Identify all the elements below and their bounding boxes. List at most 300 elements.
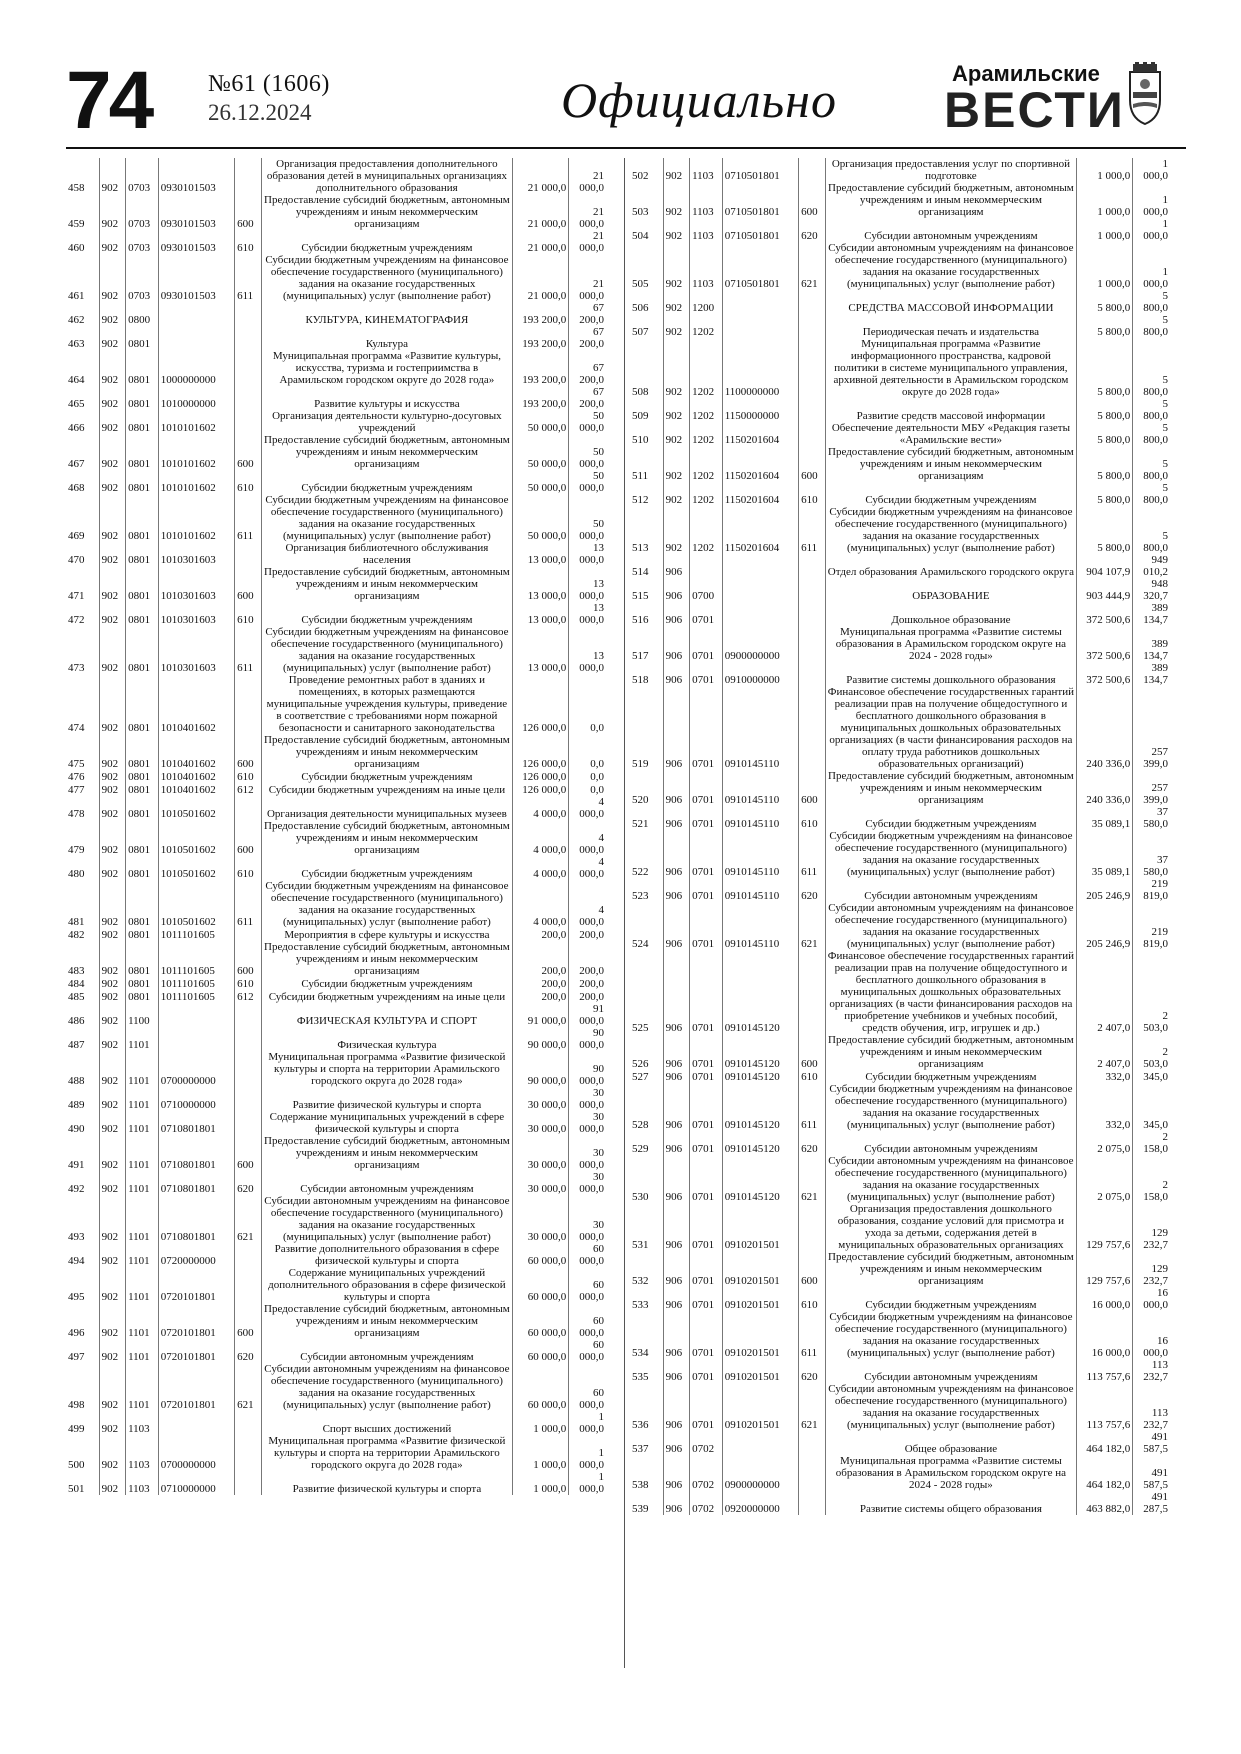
value-2025: 200,0 (513, 941, 569, 977)
row-number: 471 (68, 590, 85, 602)
ministry-code: 906 (663, 1203, 689, 1251)
table-row (66, 194, 606, 230)
table-row (66, 941, 606, 977)
value-2025: 13 000,0 (513, 626, 569, 674)
section-code: 1101 (126, 1135, 159, 1171)
value-2025: 13 000,0 (513, 602, 569, 626)
table-row (630, 1203, 1170, 1251)
value-2026: 67 200,0 (569, 302, 606, 326)
value-2025: 4 000,0 (513, 856, 569, 880)
brand-name-top: Арамильские (952, 61, 1100, 86)
row-description: Субсидии бюджетным учреждениям (261, 230, 513, 254)
value-2025: 50 000,0 (513, 494, 569, 542)
target-code: 0910145110 (722, 686, 798, 770)
value-2025: 332,0 (1077, 1070, 1133, 1083)
expense-type: 600 (235, 1303, 261, 1339)
row-description: Субсидии бюджетным учреждениям на финансовое обеспечение государственного (муниципального) задания на оказание государственных (муниципальных) услуг (выполнение работ) (261, 254, 513, 302)
target-code: 1010501602 (158, 796, 234, 820)
value-2025: 193 200,0 (513, 386, 569, 410)
value-2025: 30 000,0 (513, 1111, 569, 1135)
value-2026: 4 000,0 (569, 796, 606, 820)
section-code: 1200 (690, 290, 723, 314)
table-row (66, 990, 606, 1003)
value-2026: 60 000,0 (569, 1339, 606, 1363)
table-row (630, 158, 1170, 182)
value-2026: 5 800,0 (1133, 398, 1170, 422)
row-description: Предоставление субсидий бюджетным, автономным учреждениям и иным некоммерческим организациям (261, 1303, 513, 1339)
target-code: 0710501801 (722, 242, 798, 290)
value-2025: 91 000,0 (513, 1003, 569, 1027)
expense-type: 610 (799, 482, 825, 506)
section-code: 1202 (690, 482, 723, 506)
expense-type: 611 (799, 830, 825, 878)
row-number: 472 (68, 614, 85, 626)
table-row (66, 880, 606, 928)
section-code: 0801 (126, 783, 159, 796)
row-number: 517 (632, 650, 649, 662)
ministry-code: 902 (99, 1411, 125, 1435)
ministry-code: 902 (663, 314, 689, 338)
row-description: Субсидии автономным учреждениям (825, 878, 1077, 902)
row-number: 523 (632, 890, 649, 902)
table-row (66, 977, 606, 990)
ministry-code: 902 (99, 1267, 125, 1303)
value-2026: 345,0 (1133, 1083, 1170, 1131)
row-description: Финансовое обеспечение государственных гарантий реализации прав на получение общедоступного и бесплатного дошкольного образования в муниципальных дошкольных образовательных организациях (в части финансирования расходов на приобретение учебников и учебных пособий, средств обучения, игр, игрушек и др.) (825, 950, 1077, 1034)
ministry-code: 902 (99, 770, 125, 783)
row-number: 459 (68, 218, 85, 230)
table-row (630, 554, 1170, 578)
value-2025: 30 000,0 (513, 1135, 569, 1171)
value-2026: 1 000,0 (569, 1435, 606, 1471)
section-code: 0801 (126, 350, 159, 386)
value-2025: 13 000,0 (513, 542, 569, 566)
row-number: 479 (68, 844, 85, 856)
target-code: 0910145110 (722, 770, 798, 806)
expense-type: 611 (235, 880, 261, 928)
value-2026: 50 000,0 (569, 470, 606, 494)
row-number: 500 (68, 1459, 85, 1471)
row-description: Муниципальная программа «Развитие системы образования в Арамильском городском округе на 2024 - 2028 годы» (825, 1455, 1077, 1491)
value-2026: 219 819,0 (1133, 878, 1170, 902)
row-description: Предоставление субсидий бюджетным, автономным учреждениям и иным некоммерческим организациям (261, 820, 513, 856)
value-2025: 5 800,0 (1077, 446, 1133, 482)
row-number: 501 (68, 1483, 85, 1495)
expense-type (799, 158, 825, 182)
value-2025: 5 800,0 (1077, 314, 1133, 338)
table-row (630, 1251, 1170, 1287)
row-number: 503 (632, 206, 649, 218)
ministry-code: 902 (663, 182, 689, 218)
expense-type: 611 (235, 254, 261, 302)
row-description: Муниципальная программа «Развитие информационного пространства, кадровой политики в системе муниципального управления, архивной деятельности в Арамильском городском округе до 2028 года» (825, 338, 1077, 398)
value-2026: 1 000,0 (1133, 182, 1170, 218)
target-code (158, 1027, 234, 1051)
section-code: 1202 (690, 422, 723, 446)
table-row (66, 1471, 606, 1495)
target-code: 1010401602 (158, 674, 234, 734)
section-code: 0801 (126, 494, 159, 542)
section-code: 1100 (126, 1003, 159, 1027)
row-number: 460 (68, 242, 85, 254)
row-number: 515 (632, 590, 649, 602)
expense-type: 621 (799, 242, 825, 290)
target-code: 0900000000 (722, 626, 798, 662)
row-number: 477 (68, 784, 85, 796)
ministry-code: 906 (663, 1383, 689, 1431)
section-code: 1101 (126, 1195, 159, 1243)
table-row (630, 338, 1170, 398)
expense-type: 600 (235, 820, 261, 856)
value-2026: 13 000,0 (569, 626, 606, 674)
section-code: 0701 (690, 1034, 723, 1070)
row-description: Содержание муниципальных учреждений в сфере физической культуры и спорта (261, 1111, 513, 1135)
ministry-code: 902 (99, 1363, 125, 1411)
target-code: 1011101605 (158, 990, 234, 1003)
section-code: 1202 (690, 338, 723, 398)
value-2026: 5 800,0 (1133, 314, 1170, 338)
section-code: 0701 (690, 1203, 723, 1251)
target-code: 1010501602 (158, 856, 234, 880)
expense-type: 611 (799, 1311, 825, 1359)
value-2025: 90 000,0 (513, 1027, 569, 1051)
target-code: 0710501801 (722, 218, 798, 242)
table-row (630, 1491, 1170, 1515)
section-code: 0801 (126, 941, 159, 977)
section-code: 1101 (126, 1267, 159, 1303)
value-2025: 2 075,0 (1077, 1131, 1133, 1155)
section-code: 0701 (690, 902, 723, 950)
expense-type: 600 (235, 434, 261, 470)
row-number: 514 (632, 566, 649, 578)
target-code: 1000000000 (158, 350, 234, 386)
row-number: 516 (632, 614, 649, 626)
value-2026: 16 000,0 (1133, 1311, 1170, 1359)
row-description: Организация предоставления услуг по спортивной подготовке (825, 158, 1077, 182)
table-row (66, 856, 606, 880)
expense-type: 610 (799, 806, 825, 830)
value-2026: 4 000,0 (569, 820, 606, 856)
target-code (722, 314, 798, 338)
ministry-code: 902 (99, 566, 125, 602)
value-2025: 126 000,0 (513, 770, 569, 783)
value-2026: 219 819,0 (1133, 902, 1170, 950)
value-2026: 50 000,0 (569, 494, 606, 542)
ministry-code: 906 (663, 1131, 689, 1155)
ministry-code: 906 (663, 578, 689, 602)
expense-type: 610 (235, 230, 261, 254)
budget-table-left (66, 158, 606, 1495)
value-2025: 30 000,0 (513, 1087, 569, 1111)
row-number: 458 (68, 182, 85, 194)
target-code (158, 1003, 234, 1027)
expense-type: 611 (799, 1083, 825, 1131)
section-code: 0701 (690, 1383, 723, 1431)
expense-type: 610 (799, 1070, 825, 1083)
value-2026: 21 000,0 (569, 158, 606, 194)
ministry-code: 902 (663, 158, 689, 182)
value-2025: 464 182,0 (1077, 1431, 1133, 1455)
table-row (630, 602, 1170, 626)
row-number: 470 (68, 554, 85, 566)
ministry-code: 906 (663, 626, 689, 662)
target-code: 0910145120 (722, 1034, 798, 1070)
section-code: 0701 (690, 1070, 723, 1083)
table-row (66, 1027, 606, 1051)
table-row (66, 770, 606, 783)
row-number: 485 (68, 991, 85, 1003)
table-row (66, 1195, 606, 1243)
value-2026: 5 800,0 (1133, 290, 1170, 314)
section-code: 0801 (126, 674, 159, 734)
table-row (66, 1339, 606, 1363)
target-code: 0920000000 (722, 1491, 798, 1515)
value-2026: 1 000,0 (1133, 158, 1170, 182)
value-2026: 5 800,0 (1133, 506, 1170, 554)
value-2026: 257 399,0 (1133, 686, 1170, 770)
value-2025: 372 500,6 (1077, 626, 1133, 662)
target-code: 0910145110 (722, 806, 798, 830)
value-2026: 90 000,0 (569, 1027, 606, 1051)
expense-type: 621 (799, 1383, 825, 1431)
value-2025: 904 107,9 (1077, 554, 1133, 578)
value-2026: 30 000,0 (569, 1087, 606, 1111)
row-description: Содержание муниципальных учреждений дополнительного образования в сфере физической культуры и спорта (261, 1267, 513, 1303)
target-code: 0710501801 (722, 182, 798, 218)
row-description: Развитие системы дошкольного образования (825, 662, 1077, 686)
value-2025: 1 000,0 (513, 1471, 569, 1495)
table-row (630, 398, 1170, 422)
row-description: Субсидии автономным учреждениям (825, 1131, 1077, 1155)
row-number: 491 (68, 1159, 85, 1171)
section-code: 0701 (690, 686, 723, 770)
section-code: 1103 (690, 218, 723, 242)
value-2025: 60 000,0 (513, 1303, 569, 1339)
value-2025: 200,0 (513, 928, 569, 941)
table-row (630, 686, 1170, 770)
page-header (66, 55, 1186, 152)
section-code: 0801 (126, 326, 159, 350)
row-description: Культура (261, 326, 513, 350)
table-row (66, 602, 606, 626)
row-description: Предоставление субсидий бюджетным, автономным учреждениям и иным некоммерческим организациям (261, 194, 513, 230)
target-code: 0700000000 (158, 1051, 234, 1087)
ministry-code: 902 (99, 1003, 125, 1027)
value-2026: 30 000,0 (569, 1171, 606, 1195)
value-2025: 193 200,0 (513, 302, 569, 326)
row-description: Субсидии автономным учреждениям на финансовое обеспечение государственного (муниципального) задания на оказание государственных (муниципальных) услуг (выполнение работ) (825, 1155, 1077, 1203)
expense-type (799, 1431, 825, 1455)
row-number: 525 (632, 1022, 649, 1034)
value-2026: 1 000,0 (1133, 218, 1170, 242)
expense-type (799, 1491, 825, 1515)
ministry-code: 902 (663, 398, 689, 422)
ministry-code: 902 (99, 602, 125, 626)
target-code: 0910145110 (722, 830, 798, 878)
target-code: 1010101602 (158, 494, 234, 542)
expense-type (799, 662, 825, 686)
table-row (66, 302, 606, 326)
target-code: 0910145120 (722, 1083, 798, 1131)
target-code (722, 602, 798, 626)
value-2025: 50 000,0 (513, 470, 569, 494)
row-number: 473 (68, 662, 85, 674)
target-code: 0710000000 (158, 1471, 234, 1495)
row-description: Субсидии бюджетным учреждениям (825, 1070, 1077, 1083)
section-code: 0702 (690, 1491, 723, 1515)
ministry-code: 902 (99, 783, 125, 796)
row-number: 489 (68, 1099, 85, 1111)
row-number: 535 (632, 1371, 649, 1383)
row-description: Субсидии автономным учреждениям на финансовое обеспечение государственного (муниципального) задания на оказание государственных (муниципальных) услуг (выполнение работ) (261, 1195, 513, 1243)
row-number: 529 (632, 1143, 649, 1155)
expense-type (799, 398, 825, 422)
ministry-code: 902 (99, 1303, 125, 1339)
table-row (66, 1267, 606, 1303)
expense-type: 600 (235, 194, 261, 230)
ministry-code: 906 (663, 830, 689, 878)
target-code: 0910201501 (722, 1287, 798, 1311)
table-row (630, 1455, 1170, 1491)
value-2025: 5 800,0 (1077, 506, 1133, 554)
expense-type: 600 (235, 566, 261, 602)
expense-type: 611 (235, 494, 261, 542)
value-2026: 113 232,7 (1133, 1383, 1170, 1431)
expense-type: 612 (235, 990, 261, 1003)
ministry-code: 902 (99, 470, 125, 494)
row-description: Предоставление субсидий бюджетным, автономным учреждениям и иным некоммерческим организациям (261, 434, 513, 470)
value-2026: 0,0 (569, 770, 606, 783)
ministry-code: 902 (663, 290, 689, 314)
row-number: 520 (632, 794, 649, 806)
expense-type (235, 1411, 261, 1435)
row-description: Муниципальная программа «Развитие физической культуры и спорта на территории Арамильского городского округа до 2028 года» (261, 1435, 513, 1471)
value-2025: 205 246,9 (1077, 902, 1133, 950)
row-description: Развитие физической культуры и спорта (261, 1087, 513, 1111)
row-number: 536 (632, 1419, 649, 1431)
row-number: 508 (632, 386, 649, 398)
value-2026: 200,0 (569, 977, 606, 990)
table-row (66, 1363, 606, 1411)
value-2025: 4 000,0 (513, 796, 569, 820)
expense-type: 600 (235, 734, 261, 770)
value-2026: 129 232,7 (1133, 1251, 1170, 1287)
expense-type (235, 542, 261, 566)
row-number: 467 (68, 458, 85, 470)
target-code: 1010401602 (158, 734, 234, 770)
column-divider (624, 158, 625, 1668)
expense-type (235, 1087, 261, 1111)
value-2026: 60 000,0 (569, 1267, 606, 1303)
section-code: 1101 (126, 1171, 159, 1195)
ministry-code: 906 (663, 1491, 689, 1515)
table-row (66, 734, 606, 770)
section-code: 1101 (126, 1363, 159, 1411)
ministry-code: 906 (663, 770, 689, 806)
row-description: Субсидии бюджетным учреждениям на финансовое обеспечение государственного (муниципального) задания на оказание государственных (муниципальных) услуг (выполнение работ) (825, 1311, 1077, 1359)
value-2025: 60 000,0 (513, 1267, 569, 1303)
table-row (66, 674, 606, 734)
value-2026: 1 000,0 (569, 1411, 606, 1435)
value-2026: 0,0 (569, 674, 606, 734)
row-number: 504 (632, 230, 649, 242)
row-description: Субсидии бюджетным учреждениям (261, 856, 513, 880)
section-code: 1202 (690, 506, 723, 554)
row-description: Субсидии автономным учреждениям (825, 1359, 1077, 1383)
value-2026: 60 000,0 (569, 1303, 606, 1339)
target-code: 0710501801 (722, 158, 798, 182)
expense-type: 621 (799, 1155, 825, 1203)
row-number: 513 (632, 542, 649, 554)
ministry-code: 902 (99, 626, 125, 674)
ministry-code: 902 (99, 254, 125, 302)
section-code: 0700 (690, 578, 723, 602)
ministry-code: 902 (99, 1339, 125, 1363)
section-code: 1101 (126, 1339, 159, 1363)
target-code: 1150000000 (722, 398, 798, 422)
row-description: Субсидии автономным учреждениям (261, 1339, 513, 1363)
row-number: 463 (68, 338, 85, 350)
value-2026: 2 503,0 (1133, 1034, 1170, 1070)
ministry-code: 902 (99, 1111, 125, 1135)
table-row (66, 1411, 606, 1435)
row-description: Организация деятельности культурно-досуговых учреждений (261, 410, 513, 434)
value-2025: 21 000,0 (513, 230, 569, 254)
value-2025: 193 200,0 (513, 350, 569, 386)
ministry-code: 906 (663, 1070, 689, 1083)
target-code: 0910145120 (722, 1131, 798, 1155)
expense-type: 600 (235, 1135, 261, 1171)
target-code: 0720101801 (158, 1363, 234, 1411)
value-2025: 129 757,6 (1077, 1203, 1133, 1251)
ministry-code: 902 (663, 482, 689, 506)
section-code: 0701 (690, 1311, 723, 1359)
row-description: Субсидии бюджетным учреждениям на финансовое обеспечение государственного (муниципального) задания на оказание государственных (муниципальных) услуг (выполнение работ) (261, 626, 513, 674)
value-2026: 345,0 (1133, 1070, 1170, 1083)
target-code: 0910145120 (722, 950, 798, 1034)
row-number: 509 (632, 410, 649, 422)
table-row (630, 1131, 1170, 1155)
value-2026: 491 287,5 (1133, 1491, 1170, 1515)
row-number: 510 (632, 434, 649, 446)
value-2026: 949 010,2 (1133, 554, 1170, 578)
expense-type (235, 674, 261, 734)
row-number: 495 (68, 1291, 85, 1303)
row-description: Организация предоставления дошкольного образования, создание условий для присмотра и ухода за детьми, содержания детей в муниципальных образовательных организациях (825, 1203, 1077, 1251)
section-code: 0701 (690, 770, 723, 806)
value-2025: 35 089,1 (1077, 830, 1133, 878)
ministry-code: 902 (99, 796, 125, 820)
target-code: 1010301603 (158, 566, 234, 602)
ministry-code: 902 (99, 1135, 125, 1171)
value-2026: 5 800,0 (1133, 422, 1170, 446)
value-2025: 5 800,0 (1077, 398, 1133, 422)
ministry-code: 902 (99, 674, 125, 734)
expense-type (235, 386, 261, 410)
section-code: 0702 (690, 1431, 723, 1455)
value-2025: 2 075,0 (1077, 1155, 1133, 1203)
table-row (630, 242, 1170, 290)
row-number: 468 (68, 482, 85, 494)
section-code: 0801 (126, 880, 159, 928)
row-description: Предоставление субсидий бюджетным, автономным учреждениям и иным некоммерческим организациям (825, 770, 1077, 806)
row-number: 502 (632, 170, 649, 182)
row-description: Предоставление субсидий бюджетным, автономным учреждениям и иным некоммерческим организациям (261, 566, 513, 602)
target-code: 0710801801 (158, 1111, 234, 1135)
expense-type: 611 (235, 626, 261, 674)
section-code: 0801 (126, 734, 159, 770)
table-row (66, 1051, 606, 1087)
